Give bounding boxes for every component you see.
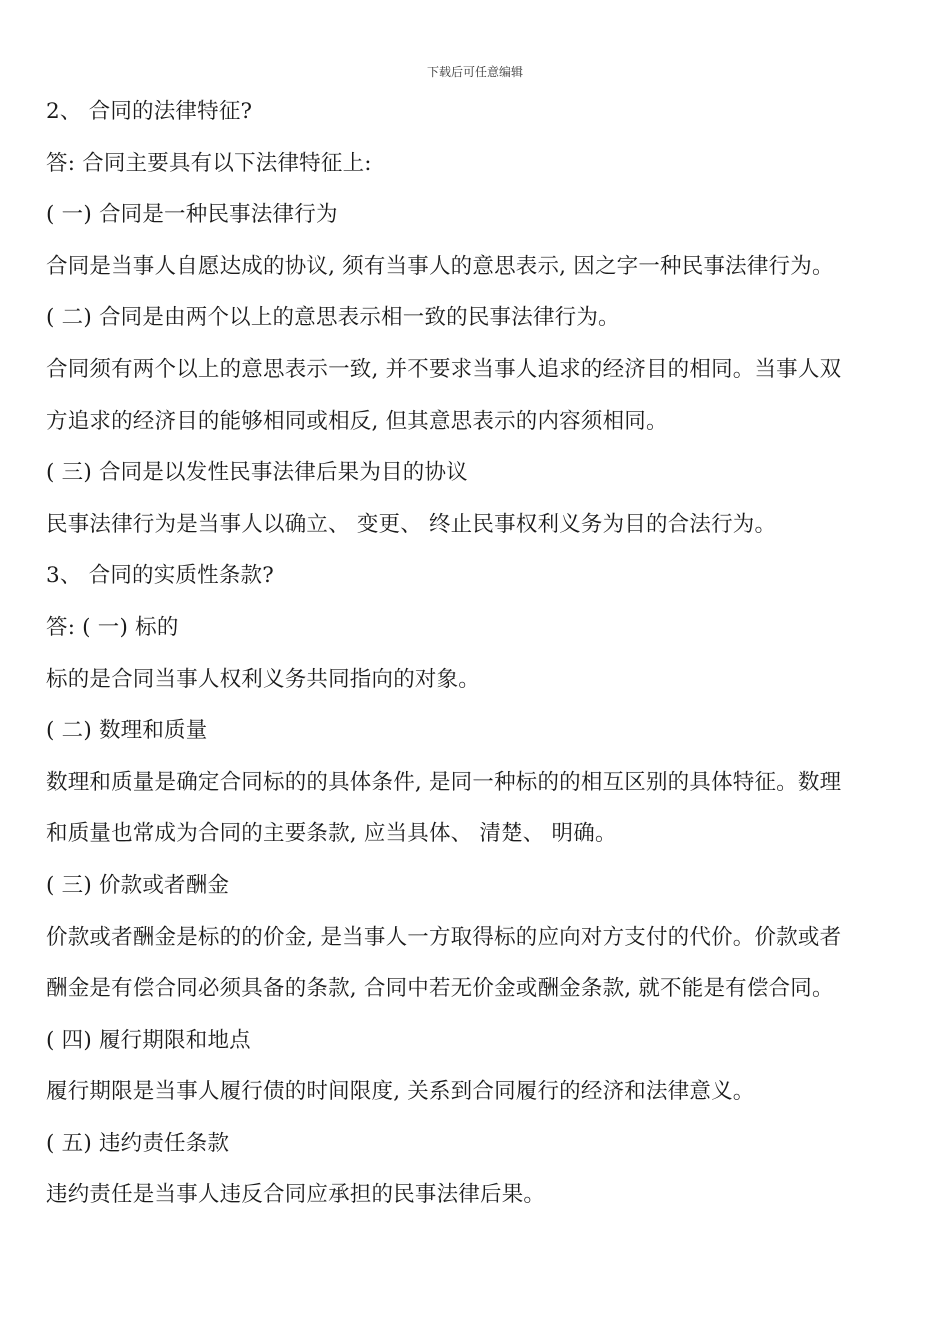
paragraph-line: 履行期限是当事人履行债的时间限度, 关系到合同履行的经济和法律意义。 [46,1079,755,1105]
paragraph-line: 标的是合同当事人权利义务共同指向的对象。 [46,666,481,692]
answer-intro: 答: 合同主要具有以下法律特征上: [46,150,372,176]
section-heading: ( 一) 合同是一种民事法律行为 [46,202,338,228]
section-heading: ( 四) 履行期限和地点 [46,1027,251,1053]
section-heading: ( 五) 违约责任条款 [46,1130,230,1156]
answer-intro: 答: ( 一) 标的 [46,614,179,640]
paragraph-line: 和质量也常成为合同的主要条款, 应当具体、 清楚、 明确。 [46,821,617,847]
section-heading: ( 二) 合同是由两个以上的意思表示相一致的民事法律行为。 [46,305,620,331]
paragraph-line: 酬金是有偿合同必须具备的条款, 合同中若无价金或酬金条款, 就不能是有偿合同。 [46,976,834,1002]
section-heading: ( 三) 价款或者酬金 [46,872,230,898]
paragraph-line: 合同是当事人自愿达成的协议, 须有当事人的意思表示, 因之字一种民事法律行为。 [46,253,834,279]
paragraph-line: 方追求的经济目的能够相同或相反, 但其意思表示的内容须相同。 [46,408,668,434]
page-header: 下载后可任意编辑 [426,65,523,79]
document-body [46,86,908,1221]
paragraph-line: 合同须有两个以上的意思表示一致, 并不要求当事人追求的经济目的相同。当事人双 [46,356,842,382]
question-heading: 3、 合同的实质性条款? [46,563,274,589]
section-heading: ( 三) 合同是以发性民事法律后果为目的协议 [46,460,468,486]
question-heading: 2、 合同的法律特征? [46,99,253,124]
paragraph-line: 价款或者酬金是标的的价金, 是当事人一方取得标的应向对方支付的代价。价款或者 [46,924,842,950]
paragraph-line: 民事法律行为是当事人以确立、 变更、 终止民事权利义务为目的合法行为。 [46,511,777,537]
section-heading: ( 二) 数理和质量 [46,718,208,744]
paragraph-line: 违约责任是当事人违反合同应承担的民事法律后果。 [46,1182,546,1208]
paragraph-line: 数理和质量是确定合同标的的具体条件, 是同一种标的的相互区别的具体特征。数理 [46,769,842,795]
